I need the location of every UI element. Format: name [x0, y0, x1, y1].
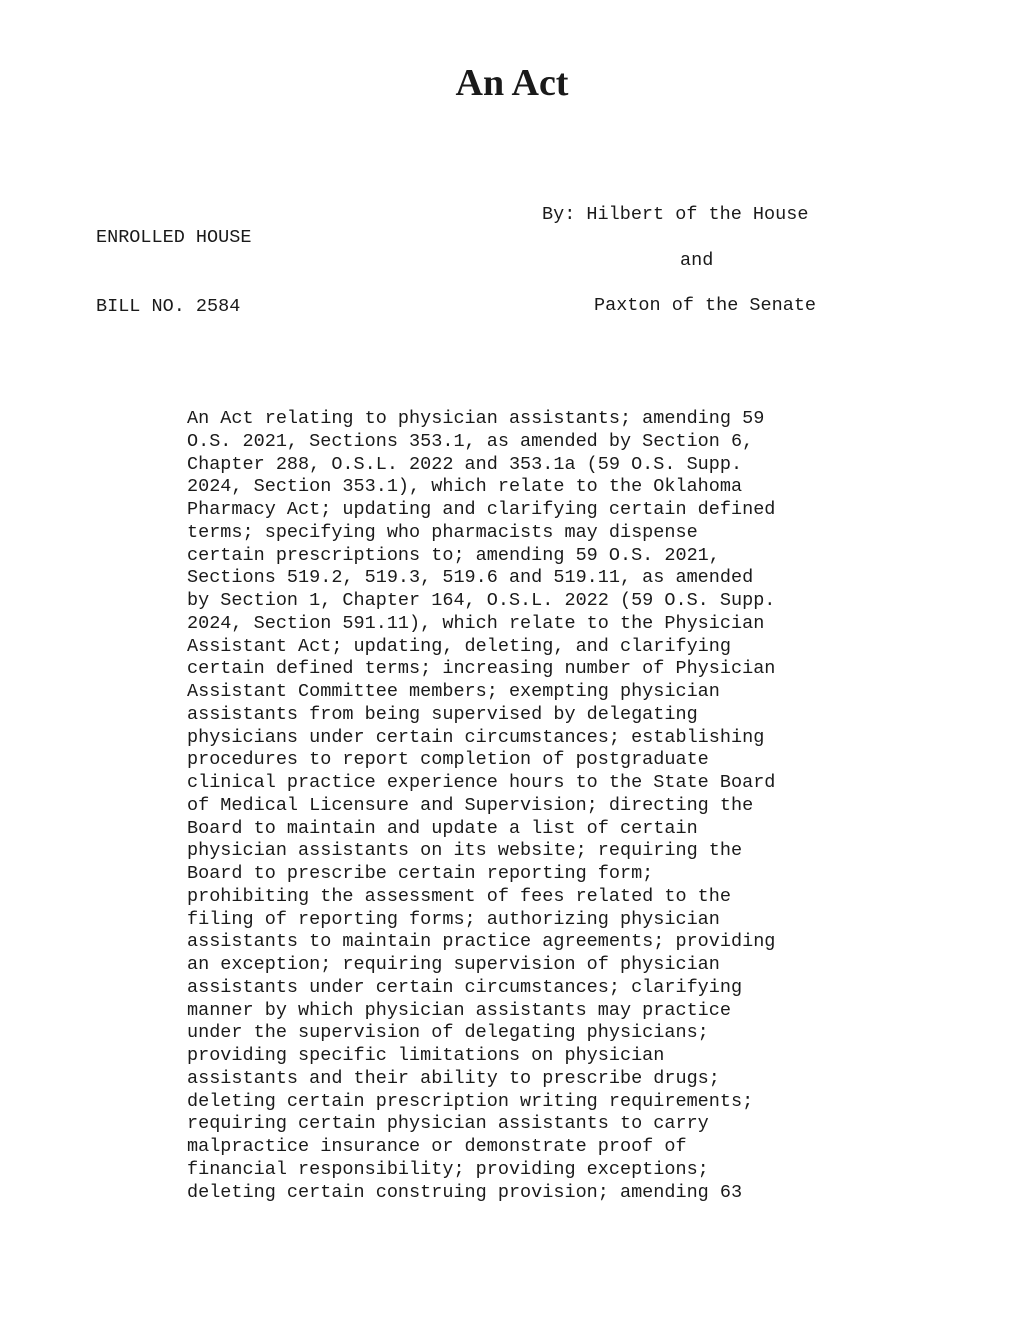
summary-line: assistants to maintain practice agreements; providing — [187, 931, 776, 953]
summary-line: manner by which physician assistants may practice — [187, 999, 731, 1021]
summary-line: Board to prescribe certain reporting form; — [187, 863, 654, 884]
summary-line: malpractice insurance or demonstrate proof of — [187, 1136, 687, 1157]
summary-line: physicians under certain circumstances; establishing — [187, 726, 765, 748]
summary-line: O.S. 2021, Sections 353.1, as amended by Section 6, — [187, 430, 754, 452]
act-summary — [187, 408, 775, 1204]
summary-line: An Act relating to physician assistants; amending 59 — [187, 408, 765, 429]
summary-line: providing specific limitations on physician — [187, 1045, 665, 1066]
summary-line: procedures to report completion of postgraduate — [187, 749, 709, 771]
bill-identifier-line-2: BILL NO. 2584 — [96, 296, 241, 317]
summary-line: 2024, Section 591.11), which relate to the Physician — [187, 612, 765, 634]
summary-line: prohibiting the assessment of fees related to the — [187, 885, 731, 907]
summary-line: clinical practice experience hours to the State Board — [187, 772, 776, 793]
senate-sponsor: Paxton of the Senate — [594, 295, 817, 316]
house-sponsor: By: Hilbert of the House — [542, 204, 809, 225]
summary-line: financial responsibility; providing exceptions; — [187, 1158, 709, 1180]
summary-line: assistants under certain circumstances; clarifying — [187, 976, 743, 998]
bill-identifier-line-1: ENROLLED HOUSE — [96, 227, 252, 248]
summary-line: Chapter 288, O.S.L. 2022 and 353.1a (59 O.S. Supp. — [187, 453, 743, 475]
sponsor-conjunction: and — [680, 250, 714, 271]
summary-line: by Section 1, Chapter 164, O.S.L. 2022 (59 O.S. Supp. — [187, 590, 776, 611]
summary-line: assistants and their ability to prescribe drugs; — [187, 1067, 720, 1089]
summary-line: deleting certain construing provision; amending 63 — [187, 1181, 743, 1203]
summary-line: certain prescriptions to; amending 59 O.S. 2021, — [187, 544, 720, 566]
summary-line: terms; specifying who pharmacists may dispense — [187, 521, 698, 543]
summary-line: Board to maintain and update a list of certain — [187, 817, 698, 839]
summary-line: Assistant Act; updating, deleting, and clarifying — [187, 635, 731, 657]
summary-line: Pharmacy Act; updating and clarifying certain defined — [187, 499, 776, 520]
summary-line: certain defined terms; increasing number of Physician — [187, 658, 776, 680]
document-title: An Act — [455, 62, 569, 104]
summary-line: physician assistants on its website; requiring the — [187, 840, 743, 862]
summary-line: requiring certain physician assistants to carry — [187, 1113, 709, 1135]
summary-line: under the supervision of delegating physicians; — [187, 1022, 709, 1044]
summary-line: Sections 519.2, 519.3, 519.6 and 519.11, as amended — [187, 567, 754, 589]
summary-line: an exception; requiring supervision of physician — [187, 954, 720, 975]
summary-line: filing of reporting forms; authorizing physician — [187, 908, 720, 930]
summary-line: deleting certain prescription writing requirements; — [187, 1090, 754, 1112]
summary-line: Assistant Committee members; exempting physician — [187, 681, 720, 702]
summary-line: of Medical Licensure and Supervision; directing the — [187, 794, 754, 816]
summary-line: 2024, Section 353.1), which relate to the Oklahoma — [187, 476, 743, 498]
summary-line: assistants from being supervised by delegating — [187, 703, 698, 725]
bill-identifier — [96, 180, 251, 341]
